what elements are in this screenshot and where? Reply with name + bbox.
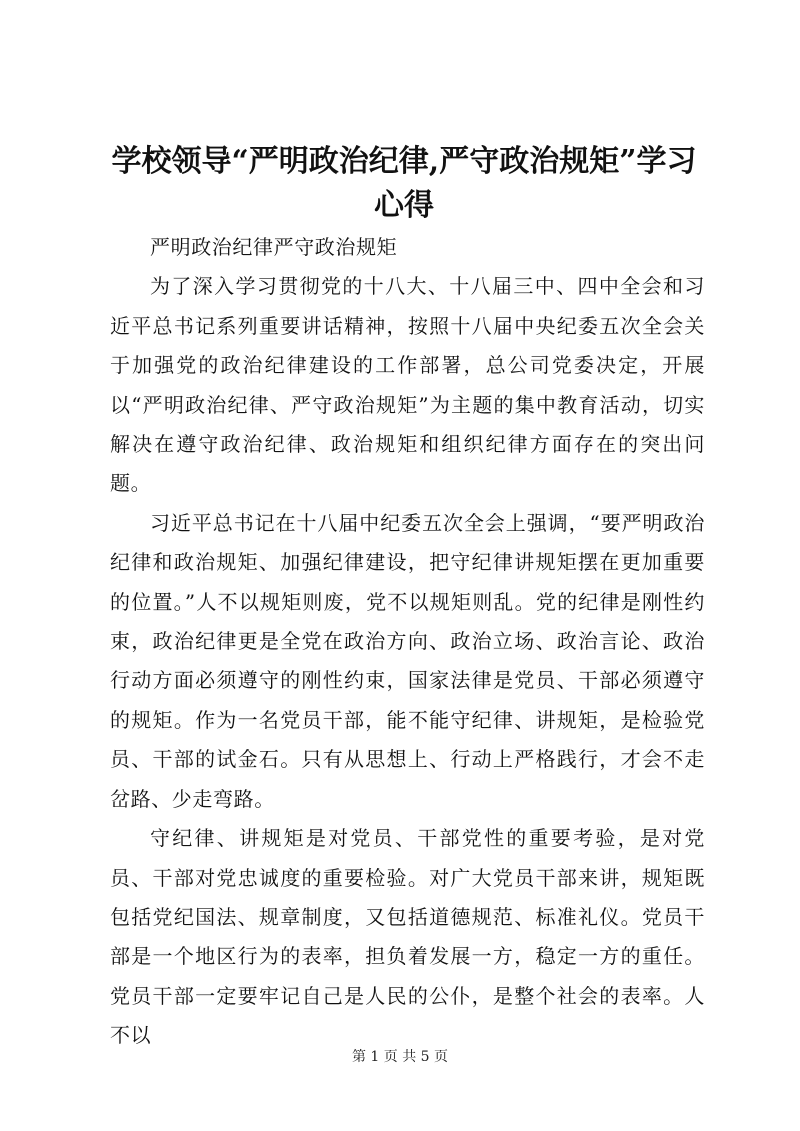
document-title: 学校领导“严明政治纪律,严守政治规矩”学习心得 <box>111 144 697 223</box>
body-paragraph: 习近平总书记在十八届中纪委五次全会上强调，“要严明政治纪律和政治规矩、加强纪律建设，把守纪律讲规矩摆在更加重要的位置。”人不以规矩则废，党不以规矩则乱。党的纪律是刚性约束，政治纪律更是全党在政治方向、政治立场、政治言论、政治行动方面必须遵守的刚性约束，国家法律是党员、干部必须遵守的规矩。作为一名党员干部，能不能守纪律、讲规矩，是检验党员、干部的试金石。只有从思想上、行动上严格践行，才会不走岔路、少走弯路。 <box>110 510 705 811</box>
body-paragraph: 守纪律、讲规矩是对党员、干部党性的重要考验，是对党员、干部对党忠诚度的重要检验。对广大党员干部来讲，规矩既包括党纪国法、规章制度，又包括道德规范、标准礼仪。党员干部是一个地区行为的表率，担负着发展一方，稳定一方的重任。党员干部一定要牢记自己是人民的公仆，是整个社会的表率。人不以 <box>110 826 705 1048</box>
document-body <box>110 228 705 1056</box>
page-number-footer: 第 1 页 共 5 页 <box>351 1049 449 1065</box>
subtitle-paragraph: 严明政治纪律严守政治规矩 <box>150 235 398 259</box>
body-paragraph: 为了深入学习贯彻党的十八大、十八届三中、四中全会和习近平总书记系列重要讲话精神，按照十八届中央纪委五次全会关于加强党的政治纪律建设的工作部署，总公司党委决定，开展以“严明政治纪律、严守政治规矩”为主题的集中教育活动，切实解决在遵守政治纪律、政治规矩和组织纪律方面存在的突出问题。 <box>110 274 705 496</box>
